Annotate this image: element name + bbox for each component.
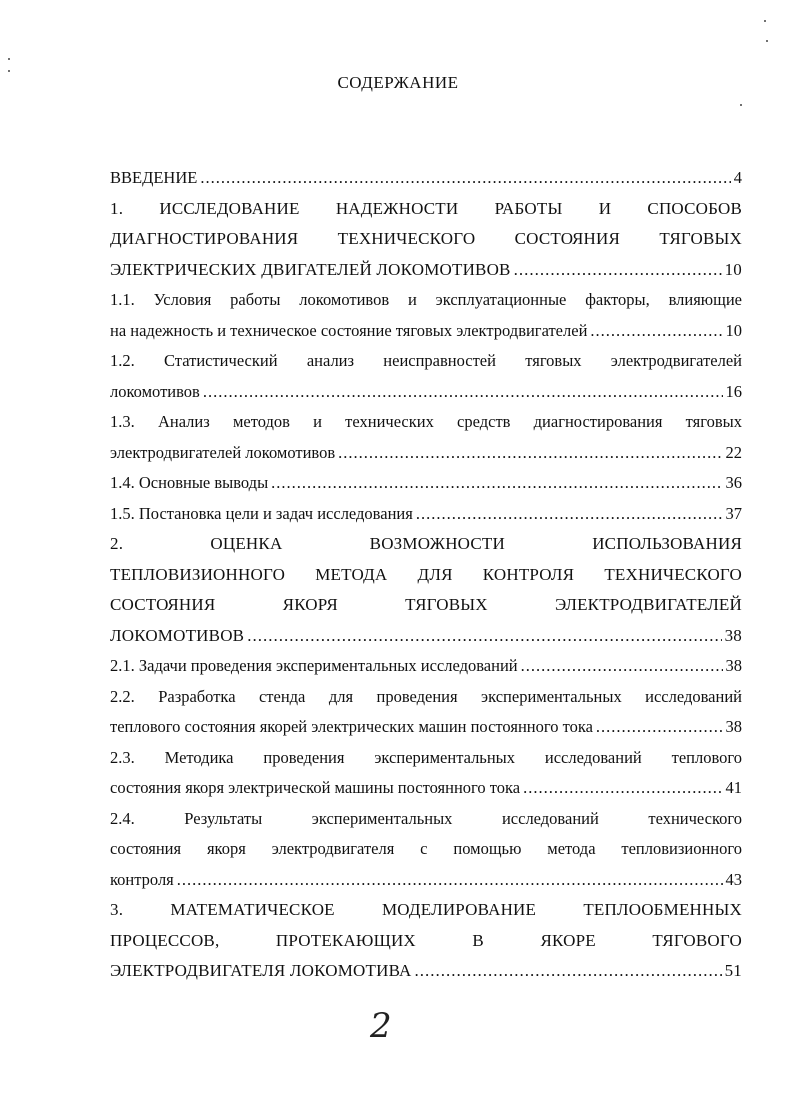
toc-page-number: 16 — [725, 381, 742, 401]
toc-page-number: 41 — [725, 778, 742, 797]
leader-dots — [177, 865, 723, 896]
toc-entry-chapter-1[interactable] — [110, 194, 742, 286]
toc-entry-text: контроля — [110, 869, 174, 889]
toc-entry-text: ЭЛЕКТРОДВИГАТЕЛЯ ЛОКОМОТИВА — [110, 961, 412, 980]
toc-entry-text: теплового состояния якорей электрических машин постоянного тока — [110, 717, 593, 736]
toc-entry-2-3[interactable] — [110, 743, 742, 804]
toc-entry-text: 1.3. Анализ методов и технических средств диагностирования тяговых — [110, 412, 742, 431]
toc-entry-text: 2.1. Задачи проведения экспериментальных исследований — [110, 656, 518, 675]
toc-entry-text: ЛОКОМОТИВОВ — [110, 625, 245, 645]
toc-entry-1-1[interactable] — [110, 285, 742, 346]
page-title: СОДЕРЖАНИЕ — [337, 73, 459, 92]
toc-page-number: 36 — [725, 473, 742, 492]
leader-dots — [590, 316, 722, 347]
toc-entry-text: СОСТОЯНИЯ ЯКОРЯ ТЯГОВЫХ ЭЛЕКТРОДВИГАТЕЛЕЙ — [110, 595, 742, 614]
scan-speck — [740, 104, 742, 106]
toc-page-number: 10 — [725, 320, 742, 340]
toc-entry-text: 1.5. Постановка цели и задач исследования — [110, 503, 413, 523]
toc-page-number: 22 — [725, 442, 742, 462]
scan-speck — [8, 58, 10, 60]
toc-entry-text: 1. ИССЛЕДОВАНИЕ НАДЕЖНОСТИ РАБОТЫ И СПОСОБОВ — [110, 198, 742, 218]
toc-entry-1-4[interactable] — [110, 468, 742, 499]
leader-dots — [521, 651, 723, 682]
toc-entry-chapter-2[interactable] — [110, 529, 742, 651]
handwritten-page-number: 2 — [370, 1006, 392, 1046]
toc-entry-introduction[interactable] — [110, 163, 742, 194]
leader-dots — [271, 468, 722, 499]
toc-page-number: 43 — [725, 869, 742, 889]
toc-entry-text: 1.2. Статистический анализ неисправностей тяговых электродвигателей — [110, 351, 742, 370]
toc-entry-text: 2.3. Методика проведения экспериментальных исследований теплового — [110, 747, 742, 767]
toc-entry-text: ЭЛЕКТРИЧЕСКИХ ДВИГАТЕЛЕЙ ЛОКОМОТИВОВ — [110, 259, 511, 279]
leader-dots — [203, 377, 723, 408]
scan-speck — [8, 70, 10, 72]
toc-entry-text: ТЕПЛОВИЗИОННОГО МЕТОДА ДЛЯ КОНТРОЛЯ ТЕХНИЧЕСКОГО — [110, 564, 742, 584]
toc-entry-text: на надежность и техническое состояние тяговых электродвигателей — [110, 320, 588, 340]
leader-dots — [523, 773, 722, 804]
leader-dots — [247, 621, 721, 652]
toc-entry-2-2[interactable] — [110, 682, 742, 743]
toc-entry-2-1[interactable] — [110, 651, 742, 682]
toc-entry-text: 2. ОЦЕНКА ВОЗМОЖНОСТИ ИСПОЛЬЗОВАНИЯ — [110, 534, 742, 553]
toc-entry-chapter-3[interactable] — [110, 895, 742, 987]
toc-entry-text: ВВЕДЕНИЕ — [110, 168, 198, 187]
toc-page-number: 10 — [724, 259, 742, 279]
toc-page-number: 4 — [733, 168, 742, 187]
toc-page-number: 51 — [724, 961, 742, 980]
toc-entry-text: 2.4. Результаты экспериментальных исследований технического — [110, 808, 742, 828]
toc-entry-text: 3. МАТЕМАТИЧЕСКОЕ МОДЕЛИРОВАНИЕ ТЕПЛООБМЕННЫХ — [110, 900, 742, 919]
scan-speck — [766, 40, 768, 42]
table-of-contents — [110, 163, 742, 987]
toc-entry-1-2[interactable] — [110, 346, 742, 407]
toc-entry-text: локомотивов — [110, 381, 200, 401]
leader-dots — [416, 499, 723, 530]
toc-entry-1-5[interactable] — [110, 499, 742, 530]
leader-dots — [596, 712, 723, 743]
leader-dots — [200, 163, 730, 194]
leader-dots — [338, 438, 722, 469]
toc-page-number: 38 — [725, 656, 742, 675]
scan-speck — [764, 20, 766, 22]
leader-dots — [514, 255, 722, 286]
toc-page-number: 38 — [724, 625, 742, 645]
toc-entry-text: ДИАГНОСТИРОВАНИЯ ТЕХНИЧЕСКОГО СОСТОЯНИЯ ТЯГОВЫХ — [110, 229, 742, 248]
toc-entry-1-3[interactable] — [110, 407, 742, 468]
toc-entry-text: 1.4. Основные выводы — [110, 473, 269, 492]
toc-entry-text: состояния якоря электрической машины постоянного тока — [110, 778, 521, 797]
toc-entry-text: 1.1. Условия работы локомотивов и эксплуатационные факторы, влияющие — [110, 290, 742, 309]
toc-entry-text: 2.2. Разработка стенда для проведения экспериментальных исследований — [110, 686, 742, 706]
toc-entry-2-4[interactable] — [110, 804, 742, 896]
toc-entry-text: электродвигателей локомотивов — [110, 442, 336, 462]
toc-page-number: 38 — [725, 717, 742, 736]
toc-entry-text: состояния якоря электродвигателя с помощью метода тепловизионного — [110, 839, 742, 858]
toc-page-number: 37 — [725, 503, 742, 523]
toc-entry-text: ПРОЦЕССОВ, ПРОТЕКАЮЩИХ В ЯКОРЕ ТЯГОВОГО — [110, 930, 742, 950]
leader-dots — [415, 956, 722, 987]
